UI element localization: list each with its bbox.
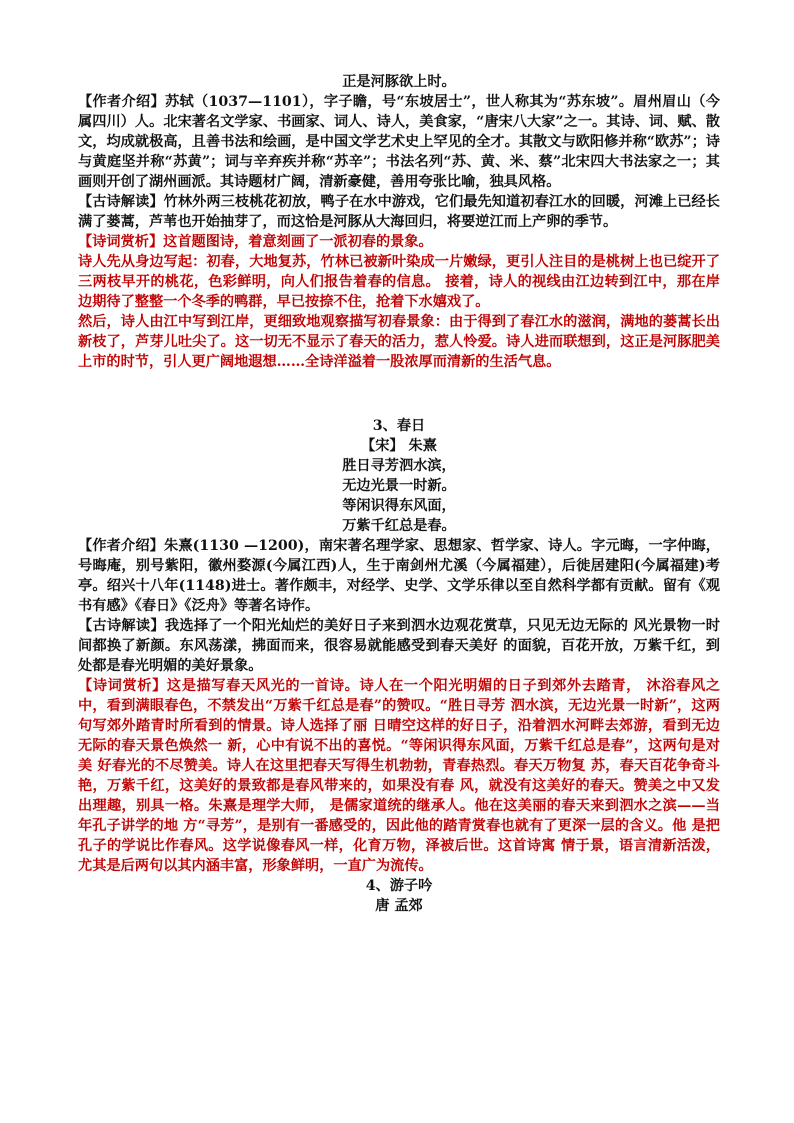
interpretation-text: 竹林外两三枝桃花初放，鸭子在水中游戏，它们最先知道初春江水的回暖，河滩上已经长满了蒌蒿，芦苇也开始抽芽了，而这恰是河豚从大海回归，将要逆江而上产卵的季节。 — [78, 194, 720, 230]
interpretation-label: 【古诗解读】 — [78, 618, 165, 634]
poem3-appreciation — [78, 676, 720, 876]
poem3-line-2: 无边光景一时新。 — [342, 478, 456, 494]
poem2-appreciation-p2: 诗人先从身边写起：初春，大地复苏，竹林已被新叶染成一片嫩绿，更引人注目的是桃树上也已绽开了三两枝早开的桃花，色彩鲜明，向人们报告着春的信息。 接着，诗人的视线由江边转到江中，那在岸边期待了整整一个冬季的鸭群，早已按捺不住，抢着下水嬉戏了。 — [78, 254, 720, 310]
poem3-interpretation — [78, 616, 720, 676]
appreciation-text: 这是描写春天风光的一首诗。诗人在一个阳光明媚的日子到郊外去踏青， 沐浴春风之中，看到满眼春色，不禁发出“万紫千红总是春”的赞叹。“胜日寻芳 泗水滨，无边光景一时新”，这两句写郊外踏青时所看到的情景。诗人选择了丽 日晴空这样的好日子，沿着泗水河畔去郊游，看到无边无际的春天景色焕然一 新，心中有说不出的喜悦。“等闲识得东风面，万紫千红总是春”，这两句是对美 好春光的不尽赞美。诗人在这里把春天写得生机勃勃，青春热烈。春天万物复 苏，春天百花争奇斗艳，万紫千红，这美好的景致都是春风带来的，如果没有春 风，就没有这美好的春天。赞美之中又发出理趣，别具一格。朱熹是理学大师， 是儒家道统的继承人。他在这美丽的春天来到泗水之滨——当年孔子讲学的地 方“寻芳”，是别有一番感受的，因此他的踏青赏春也就有了更深一层的含义。他 是把孔子的学说比作春风。这学说像春风一样，化育万物，泽被后世。这首诗寓 情于景，语言清新活泼，尤其是后两句以其内涵丰富，形象鲜明，一直广为流传。 — [78, 678, 720, 874]
poem3-line-4: 万紫千红总是春。 — [342, 518, 456, 534]
poem2-appreciation-p3: 然后，诗人由江中写到江岸，更细致地观察描写初春景象：由于得到了春江水的滋润，满地的蒌蒿长出新枝了，芦芽儿吐尖了。这一切无不显示了春天的活力，惹人怜爱。诗人进而联想到，这正是河豚肥美上市的时节，引人更广阔地遐想……全诗洋溢着一股浓厚而清新的生活气息。 — [78, 314, 720, 370]
interpretation-label: 【古诗解读】 — [78, 194, 164, 210]
poem2-author-intro — [78, 92, 720, 192]
author-intro-label: 【作者介绍】 — [78, 538, 164, 554]
poem2-interpretation — [78, 192, 720, 232]
appreciation-label: 【诗词赏析】 — [78, 234, 164, 250]
interpretation-text: 我选择了一个阳光灿烂的美好日子来到泗水边观花赏草，只见无边无际的 风光景物一时间都换了新颜。东风荡漾，拂面而来，很容易就能感受到春天美好 的面貌，百花开放，万紫千红，到处都是春光明媚的美好景象。 — [78, 618, 720, 674]
poem3-line-1: 胜日寻芳泗水滨， — [342, 458, 456, 474]
poem2-appreciation — [78, 232, 720, 252]
poem4-author: 唐 孟郊 — [375, 898, 423, 914]
document-page — [78, 72, 720, 916]
appreciation-text: 这首题图诗，着意刻画了一派初春的景象。 — [163, 234, 433, 250]
poem3-author-intro — [78, 536, 720, 616]
poem3-author: 【宋】 朱熹 — [361, 438, 437, 454]
author-intro-text: 苏轼（1037—1101），字子瞻，号“东坡居士”，世人称其为“苏东坡”。眉州眉山（今属四川）人。北宋著名文学家、书画家、词人、诗人，美食家，“唐宋八大家”之一。其诗、词、赋、散文，均成就极高，且善书法和绘画，是中国文学艺术史上罕见的全才。其散文与欧阳修并称“欧苏”；诗与黄庭坚并称“苏黄”；词与辛弃疾并称“苏辛”；书法名列“苏、黄、米、蔡”北宋四大书法家之一；其画则开创了湖州画派。其诗题材广阔，清新豪健，善用夸张比喻，独具风格。 — [78, 94, 720, 190]
poem2-last-line: 正是河豚欲上时。 — [342, 74, 456, 90]
author-intro-text: 朱熹(1130 —1200)，南宋著名理学家、思想家、哲学家、诗人。字元晦，一字仲晦，号晦庵，别号紫阳，徽州婺源(今属江西)人，生于南剑州尤溪（今属福建），后徙居建阳(今属福建)考亭。绍兴十八年(1148)进士。著作颇丰，对经学、史学、文学乐律以至自然科学都有贡献。留有《观书有感》《春日》《泛舟》等著名诗作。 — [78, 538, 720, 614]
poem4-title: 4、游子吟 — [365, 878, 433, 894]
poem3-title: 3、春日 — [372, 418, 426, 434]
appreciation-label: 【诗词赏析】 — [78, 678, 167, 694]
author-intro-label: 【作者介绍】 — [78, 94, 166, 110]
poem3-line-3: 等闲识得东风面， — [342, 498, 456, 514]
